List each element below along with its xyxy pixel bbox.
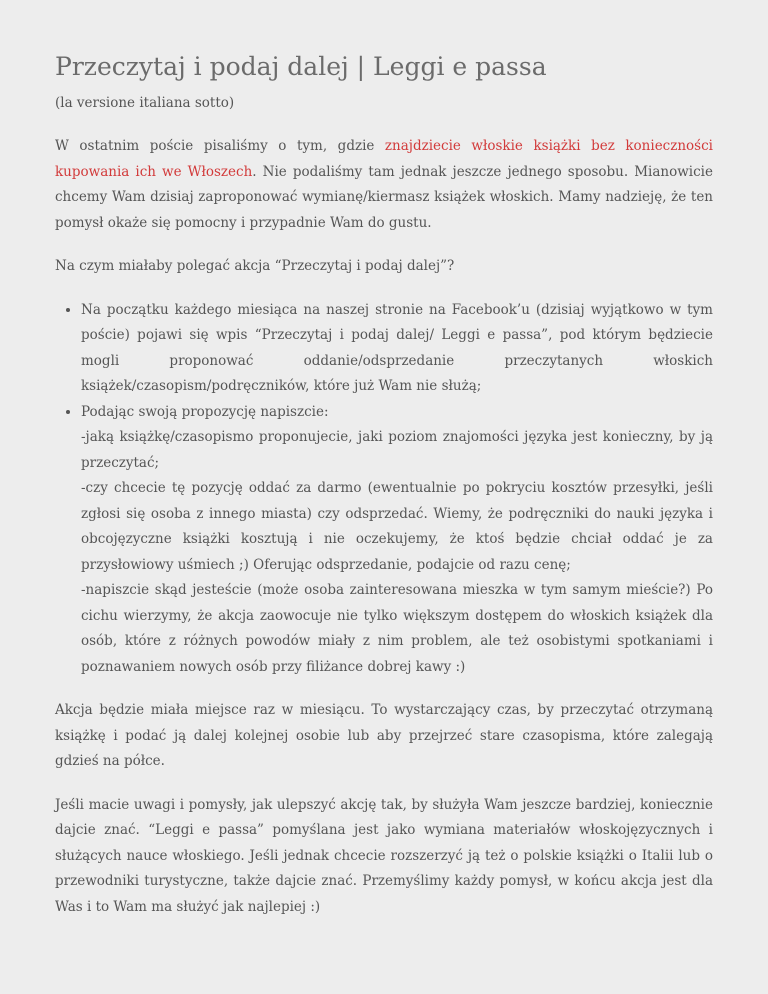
intro-text-before: W ostatnim poście pisaliśmy o tym, gdzie — [55, 138, 385, 154]
list-item-heading: • Podając swoją propozycję napiszcie: — [81, 403, 329, 420]
list-item: • Na początku każdego miesiąca na naszej stronie na Facebook’u (dzisiaj wyjątkowo w tym poście) pojawi się wpis “Przeczytaj i podaj dalej/ Leggi e passa”, pod którym będziecie mogli proponować oddanie/odsprzedanie przeczytanych włoskich książek/czasopism/podręczników, które już Wam nie służą; — [81, 298, 713, 400]
intro-text-after: . Nie podaliśmy tam jednak jeszcze jednego sposobu. Mianowicie chcemy Wam dzisiaj zaproponować wymianę/kiermasz książek włoskich. Mamy nadzieję, że ten pomysł okaże się pomocny i przypadnie Wam do gustu. — [55, 163, 713, 231]
list-item — [81, 400, 713, 681]
feedback-paragraph: Jeśli macie uwagi i pomysły, jak ulepszyć akcję tak, by służyła Wam jeszcze bardziej, koniecznie dajcie znać. “Leggi e passa” pomyślana jest jako wymiana materiałów włoskojęzycznych i służących nauce włoskiego. Jeśli jednak chcecie rozszerzyć ją też o polskie książki o Italii lub o przewodniki turystyczne, także dajcie znać. Przemyślimy każdy pomysł, w końcu akcja jest dla Was i to Wam ma służyć jak najlepiej :) — [55, 796, 713, 915]
list-item-line: -czy chcecie tę pozycję oddać za darmo (ewentualnie po pokryciu kosztów przesyłki, jeśli zgłosi się osoba z innego miasta) czy odsprzedać. Wiemy, że podręczniki do nauki języka i obcojęzyczne książki kosztują i nie oczekujemy, że ktoś będzie chciał oddać je za przysłowiowy uśmiech ;) Oferując odsprzedanie, podajcie od razu cenę; — [81, 480, 713, 573]
frequency-paragraph: Akcja będzie miała miejsce raz w miesiącu. To wystarczający czas, by przeczytać otrzymaną książkę i podać ją dalej kolejnej osobie lub aby przejrzeć stare czasopisma, które zalegają gdzieś na półce. — [55, 702, 713, 769]
list-item-line: -jaką książkę/czasopismo proponujecie, jaki poziom znajomości języka jest konieczny, by ją przeczytać; — [81, 429, 713, 471]
italian-books-link[interactable]: znajdziecie włoskie książki bez konieczności kupowania ich we Włoszech — [55, 138, 713, 180]
intro-paragraph — [55, 134, 713, 236]
page-title: Przeczytaj i podaj dalej | Leggi e passa — [55, 52, 547, 81]
rules-list — [55, 298, 713, 681]
subtitle: (la versione italiana sotto) — [55, 95, 235, 111]
question-paragraph: Na czym miałaby polegać akcja “Przeczytaj i podaj dalej”? — [55, 258, 455, 274]
list-item-line: -napiszcie skąd jesteście (może osoba zainteresowana mieszka w tym samym mieście?) Po cichu wierzymy, że akcja zaowocuje nie tylko większym dostępem do włoskich książek dla osób, które z różnych powodów miały z nim problem, ale też osobistymi spotkaniami i poznawaniem nowych osób przy filiżance dobrej kawy :) — [81, 582, 713, 675]
